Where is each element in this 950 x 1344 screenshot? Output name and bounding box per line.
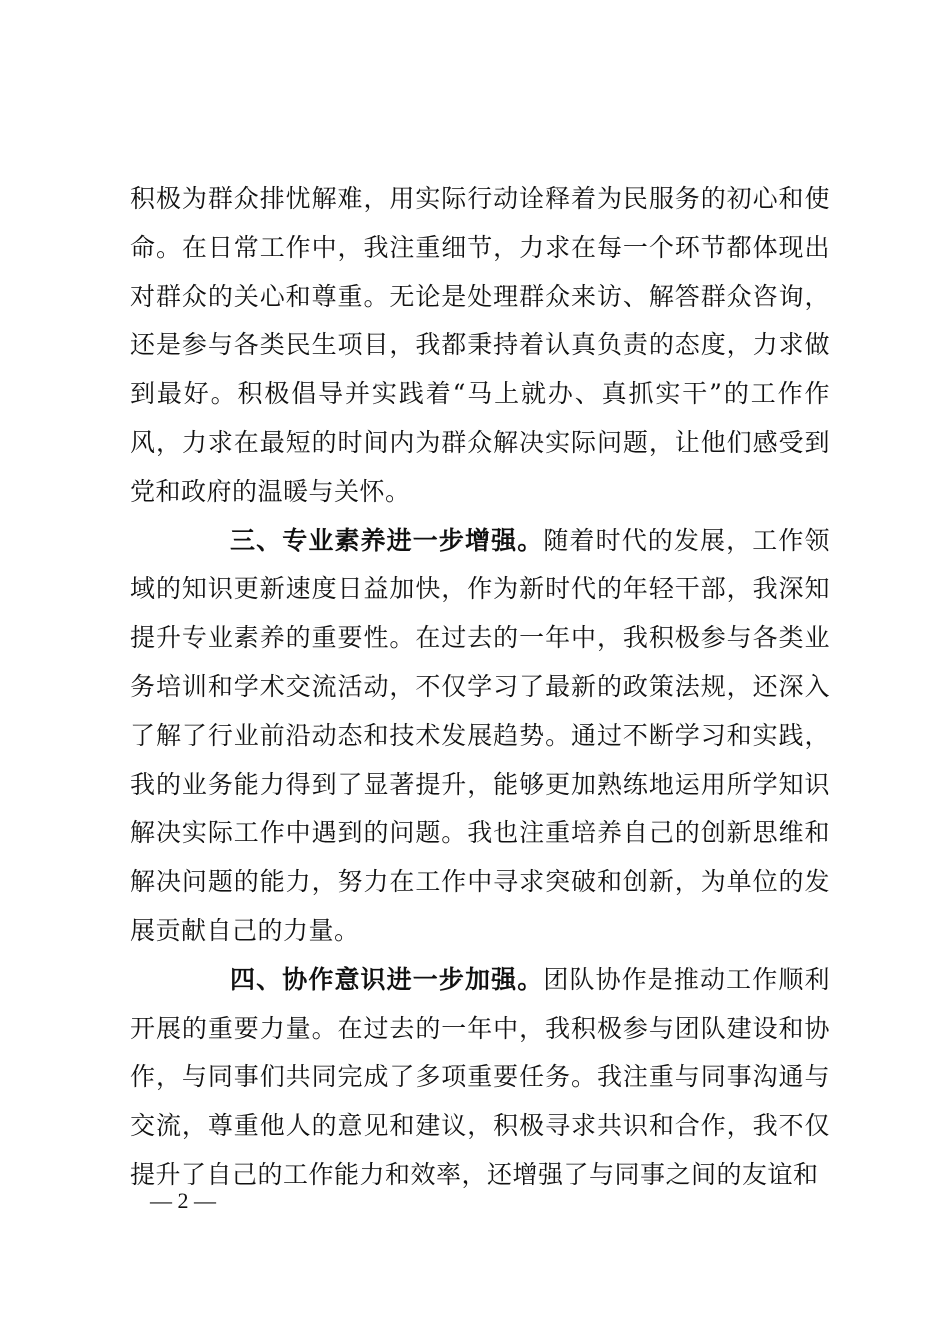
paragraph-text: 积极为群众排忧解难，用实际行动诠释着为民服务的初心和使命。在日常工作中，我注重细节，力求在每一个环节都体现出对群众的关心和尊重。无论是处理群众来访、解答群众咨询，还是参与各类民生项目，我都秉持着认真负责的态度，力求做到最好。积极倡导并实践着“马上就办、真抓实干”的工作作风，力求在最短的时间内为群众解决实际问题，让他们感受到党和政府的温暖与关怀。 xyxy=(130,184,830,506)
paragraph-continuation xyxy=(130,175,830,517)
page-number: — 2 — xyxy=(150,1188,216,1213)
paragraph-text: 随着时代的发展，工作领域的知识更新速度日益加快，作为新时代的年轻干部，我深知提升专业素养的重要性。在过去的一年中，我积极参与各类业务培训和学术交流活动，不仅学习了最新的政策法规，还深入了解了行业前沿动态和技术发展趋势。通过不断学习和实践，我的业务能力得到了显著提升，能够更加熟练地运用所学知识解决实际工作中遇到的问题。我也注重培养自己的创新思维和解决问题的能力，努力在工作中寻求突破和创新，为单位的发展贡献自己的力量。 xyxy=(130,525,830,945)
section-heading: 三、专业素养进一步增强。 xyxy=(230,525,544,555)
document-body xyxy=(130,175,830,1200)
paragraph-section-four xyxy=(130,956,830,1200)
paragraph-text: 团队协作是推动工作顺利开展的重要力量。在过去的一年中，我积极参与团队建设和协作，与同事们共同完成了多项重要任务。我注重与同事沟通与交流，尊重他人的意见和建议，积极寻求共识和合作，我不仅提升了自己的工作能力和效率，还增强了与同事之间的友谊和 xyxy=(130,964,830,1189)
paragraph-section-three xyxy=(130,517,830,956)
section-heading: 四、协作意识进一步加强。 xyxy=(230,964,544,994)
